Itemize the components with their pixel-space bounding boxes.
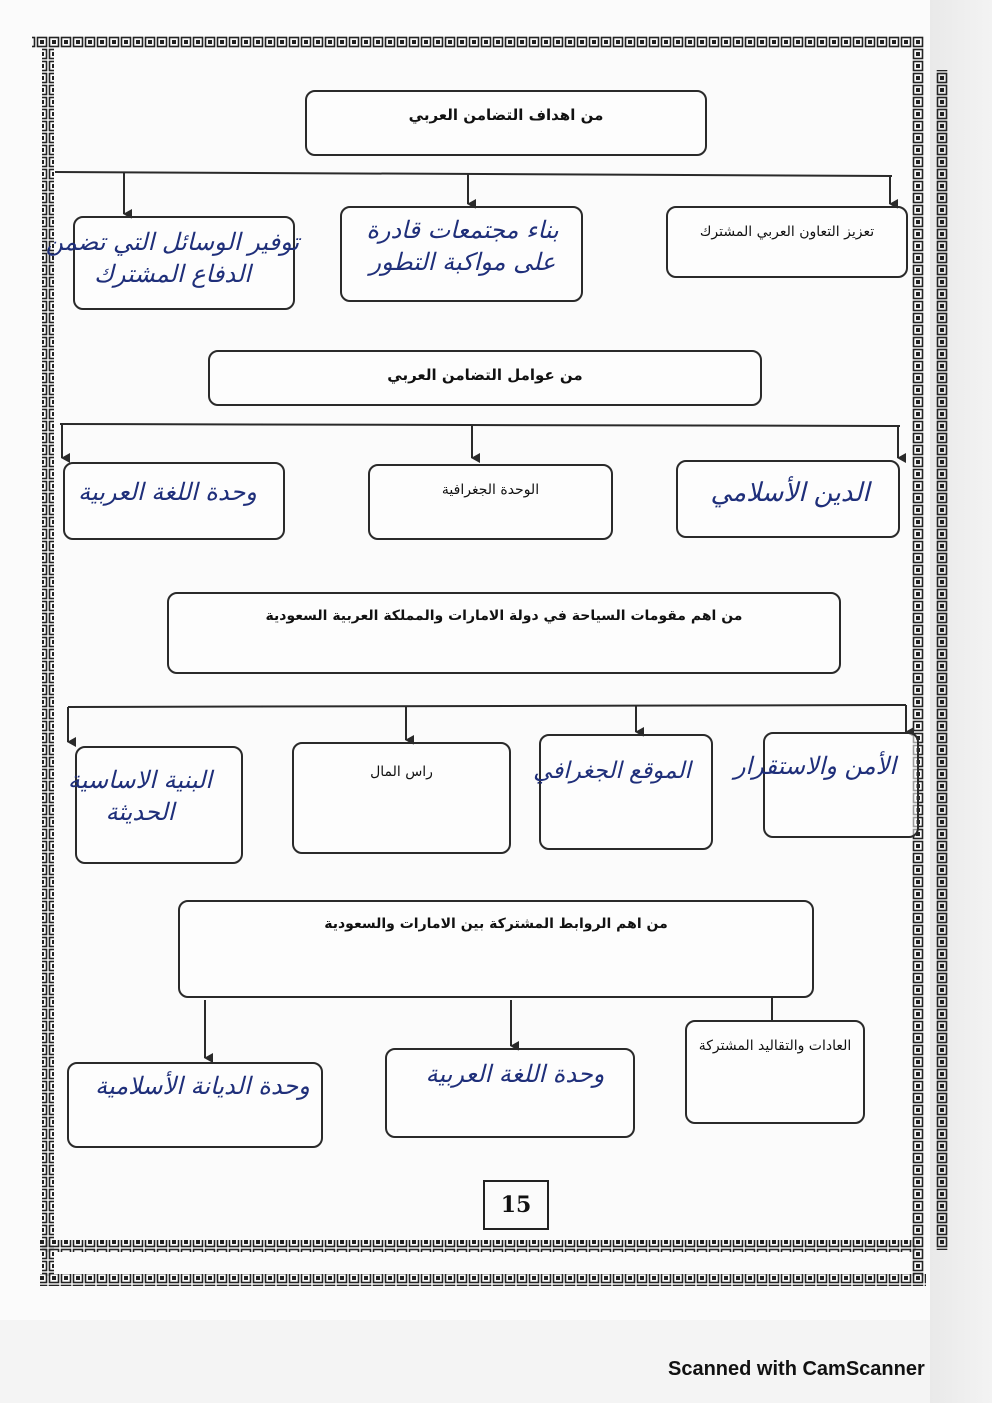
bond-box-3-handwriting: وحدة الديانة الأسلامية	[95, 1072, 310, 1100]
section-1-title: من اهداف التضامن العربي	[305, 90, 707, 156]
factor-box-3-handwriting: وحدة اللغة العربية	[78, 478, 257, 506]
tourism-box-4-handwriting: البنية الاساسية الحديثة	[67, 766, 213, 827]
bond-box-2-handwriting: وحدة اللغة العربية	[425, 1060, 605, 1088]
tourism-box-2-handwriting: الموقع الجغرافي	[533, 758, 691, 784]
scanner-watermark-text: Scanned with CamScanner	[668, 1358, 925, 1380]
factor-box-2: الوحدة الجغرافية	[368, 464, 613, 540]
tourism-box-3: راس المال	[292, 742, 511, 854]
tourism-box-1	[763, 732, 919, 838]
tourism-box-2	[539, 734, 713, 850]
factor-box-1-handwriting: الدين الأسلامي	[710, 478, 870, 508]
section-3-title: من اهم مقومات السياحة في دولة الامارات والمملكة العربية السعودية	[167, 592, 841, 674]
goal-box-1: تعزيز التعاون العربي المشترك	[666, 206, 908, 278]
bond-box-1: العادات والتقاليد المشتركة	[685, 1020, 865, 1124]
tourism-box-1-handwriting: الأمن والاستقرار	[733, 752, 897, 780]
section-2-title: من عوامل التضامن العربي	[208, 350, 762, 406]
section-4-title: من اهم الروابط المشتركة بين الامارات والسعودية	[178, 900, 814, 998]
page-number: 15	[483, 1180, 549, 1230]
goal-box-2-handwriting: بناء مجتمعات قادرة على مواكبة التطور	[366, 216, 559, 277]
goal-box-3-handwriting: توفير الوسائل التي تضمن الدفاع المشترك	[45, 228, 300, 289]
